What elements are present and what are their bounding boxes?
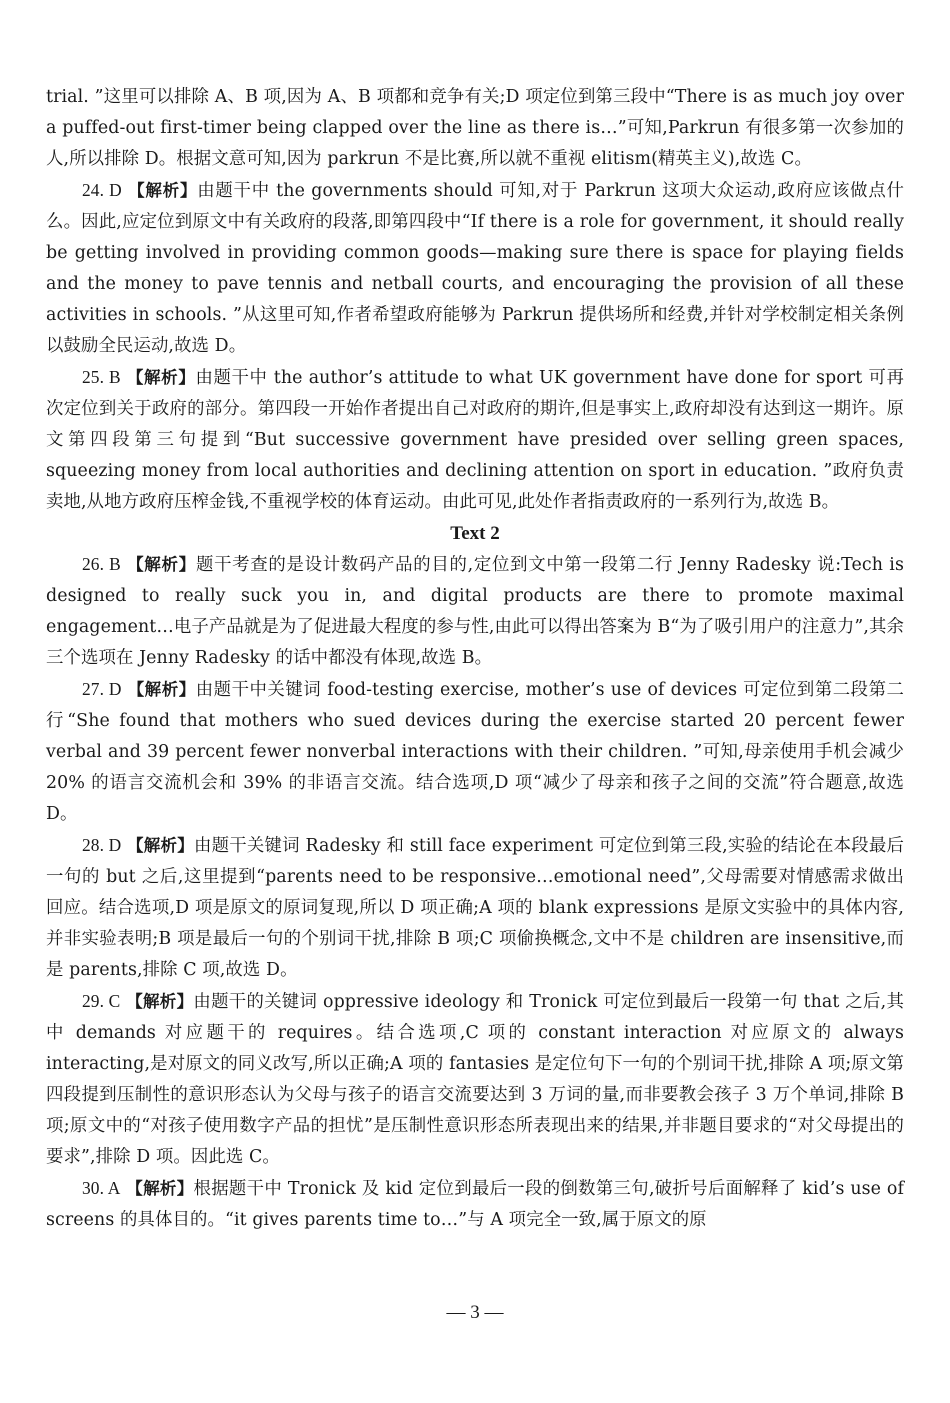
- item-28: [46, 830, 904, 986]
- item-29-analysis-tag: 【解析】: [126, 992, 194, 1011]
- item-24-number: 24. D: [82, 180, 122, 200]
- item-29: [46, 986, 904, 1173]
- item-28-text: 由题干关键词 Radesky 和 still face experiment 可定位到第三段,实验的结论在本段最后一句的 but 之后,这里提到“parents need to be responsive…emotional need”,父母需要对情感需求做出回应。结合选项,D 项是原文的原词复现,所以 D 项正确;A 项的 blank expressions 是原文实验中的具体内容,并非实验表明;B 项是最后一句的个别词干扰,排除 B 项;C 项偷换概念,文中不是 children are insensitive,而是 parents,排除 C 项,故选 D。: [46, 836, 904, 980]
- section-title: Text 2: [450, 523, 500, 544]
- item-28-number: 28. D: [82, 835, 122, 855]
- item-29-number: 29. C: [82, 991, 121, 1011]
- item-27-number: 27. D: [82, 679, 122, 699]
- item-25-number: 25. B: [82, 367, 121, 387]
- intro-paragraph: trial. ”这里可以排除 A、B 项,因为 A、B 项都和竞争有关;D 项定位到第三段中“There is as much joy over a puffed-out first-timer being clapped over the line as there is…”可知,Parkrun 有很多第一次参加的人,所以排除 D。根据文意可知,因为 parkrun 不是比赛,所以就不重视 elitism(精英主义),故选 C。: [46, 87, 904, 169]
- item-25-analysis-tag: 【解析】: [126, 368, 196, 387]
- item-27-analysis-tag: 【解析】: [127, 680, 196, 699]
- item-29-text: 由题干的关键词 oppressive ideology 和 Tronick 可定位到最后一段第一句 that 之后,其中 demands 对应题干的 requires。结合选项,C 项的 constant interaction 对应原文的 always interacting,是对原文的同义改写,所以正确;A 项的 fantasies 是定位句下一句的个别词干扰,排除 A 项;原文第四段提到压制性的意识形态认为父母与孩子的语言交流要达到 3 万词的量,而非要教会孩子 3 万个单词,排除 B 项;原文中的“对孩子使用数字产品的担忧”是压制性意识形态所表现出来的结果,并非题目要求的“对父母提出的要求”,排除 D 项。因此选 C。: [46, 992, 904, 1167]
- item-24-analysis-tag: 【解析】: [128, 181, 198, 200]
- item-26-analysis-tag: 【解析】: [127, 555, 196, 574]
- item-26: [46, 549, 904, 674]
- item-26-number: 26. B: [82, 554, 121, 574]
- item-30-analysis-tag: 【解析】: [126, 1179, 194, 1198]
- item-24-text: 由题干中 the governments should 可知,对于 Parkrun 这项大众运动,政府应该做点什么。因此,应定位到原文中有关政府的段落,即第四段中“If there is a role for government, it should really be getting involved in providing common goods—making sure there is space for playing fields and the money to pave tennis and netball courts, and encouraging the provision of all these activities in schools. ”从这里可知,作者希望政府能够为 Parkrun 提供场所和经费,并针对学校制定相关条例以鼓励全民运动,故选 D。: [46, 181, 905, 356]
- item-30: [46, 1173, 904, 1236]
- item-27: [46, 674, 904, 830]
- item-30-text: 根据题干中 Tronick 及 kid 定位到最后一段的倒数第三句,破折号后面解释了 kid’s use of screens 的具体目的。“it gives parents time to…”与 A 项完全一致,属于原文的原: [46, 1179, 904, 1230]
- item-26-text: 题干考查的是设计数码产品的目的,定位到文中第一段第二行 Jenny Radesky 说:Tech is designed to really suck you in, and digital products are there to promote maximal engagement…电子产品就是为了促进最大程度的参与性,由此可以得出答案为 B“为了吸引用户的注意力”,其余三个选项在 Jenny Radesky 的话中都没有体现,故选 B。: [46, 555, 904, 668]
- answer-analysis-page: [46, 82, 904, 1236]
- item-30-number: 30. A: [82, 1178, 121, 1198]
- item-28-analysis-tag: 【解析】: [127, 836, 194, 855]
- item-25-text: 由题干中 the author’s attitude to what UK government have done for sport 可再次定位到关于政府的部分。第四段一开始作者提出自己对政府的期许,但是事实上,政府却没有达到这一期许。原文第四段第三句提到“But successive government have presided over selling green spaces, squeezing money from local authorities and declining attention on sport in education. ”政府负责卖地,从地方政府压榨金钱,不重视学校的体育运动。由此可见,此处作者指责政府的一系列行为,故选 B。: [46, 368, 904, 512]
- item-27-text: 由题干中关键词 food-testing exercise, mother’s use of devices 可定位到第二段第二行“She found that mothers who sued devices during the exercise started 20 percent fewer verbal and 39 percent fewer nonverbal interactions with their children. ”可知,母亲使用手机会减少 20% 的语言交流机会和 39% 的非语言交流。结合选项,D 项“减少了母亲和孩子之间的交流”符合题意,故选 D。: [46, 680, 904, 824]
- item-25: [46, 362, 904, 518]
- item-24: [46, 175, 904, 362]
- page-number: — 3 —: [446, 1302, 504, 1323]
